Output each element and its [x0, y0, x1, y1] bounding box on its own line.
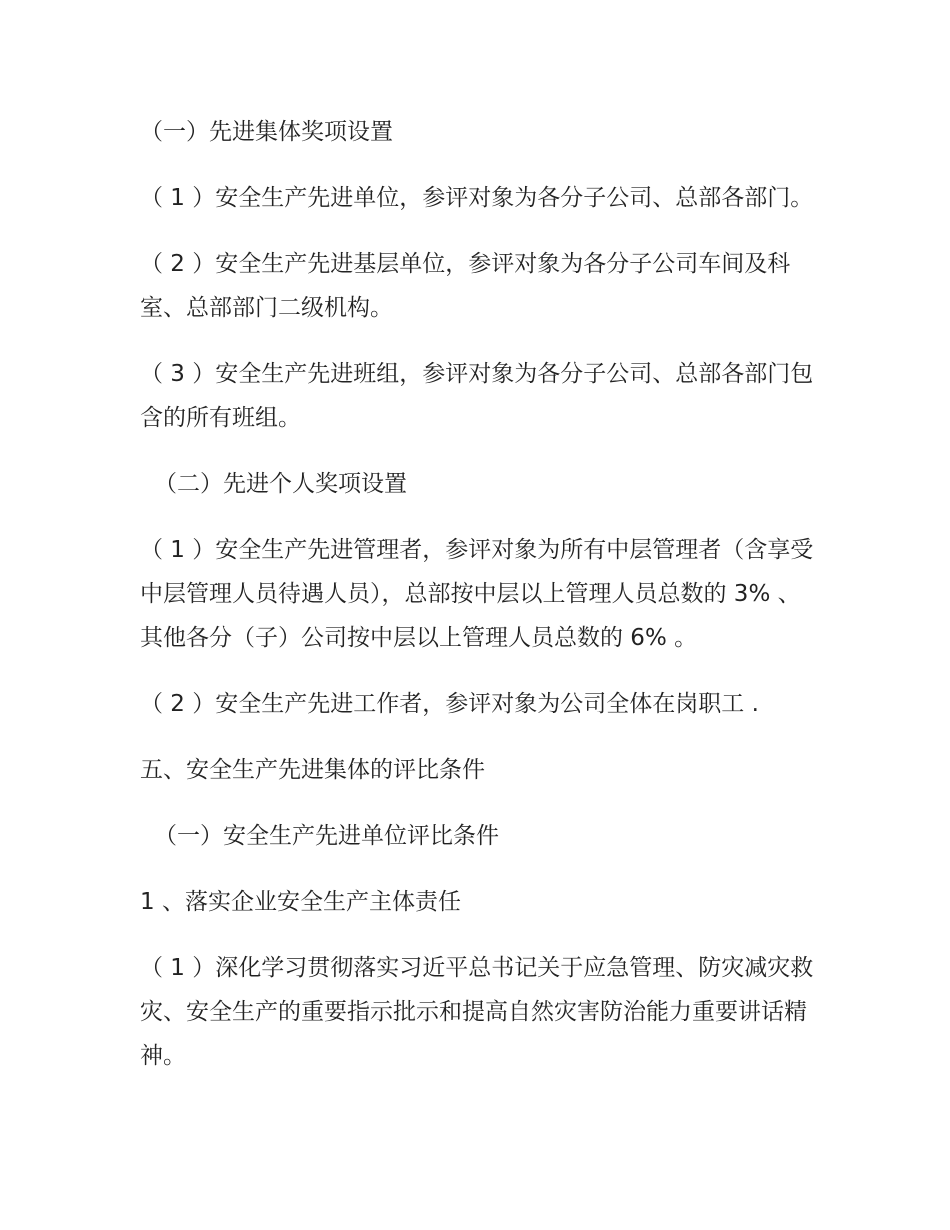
section-heading-unit-criteria: （一）安全生产先进单位评比条件 [154, 823, 499, 849]
paragraph-advanced-worker: （ 2 ）安全生产先进工作者，参评对象为公司全体在岗职工 . [140, 691, 759, 717]
paragraph-advanced-unit: （ 1 ）安全生产先进单位，参评对象为各分子公司、总部各部门。 [140, 185, 814, 211]
paragraph-advanced-team: （ 3 ）安全生产先进班组，参评对象为各分子公司、总部各部门包含的所有班组。 [140, 361, 814, 431]
chapter-heading-collective-criteria: 五、安全生产先进集体的评比条件 [140, 757, 485, 783]
paragraph-study-implementation: （ 1 ）深化学习贯彻落实习近平总书记关于应急管理、防灾减灾救灾、安全生产的重要指示批示和提高自然灾害防治能力重要讲话精神。 [140, 955, 814, 1069]
paragraph-advanced-grassroots-unit: （ 2 ）安全生产先进基层单位，参评对象为各分子公司车间及科室、总部部门二级机构。 [140, 251, 791, 321]
document-body [140, 110, 820, 1100]
section-heading-individual-awards: （二）先进个人奖项设置 [154, 471, 407, 497]
paragraph-advanced-manager: （ 1 ）安全生产先进管理者，参评对象为所有中层管理者（含享受中层管理人员待遇人员），总部按中层以上管理人员总数的 3% 、其他各分（子）公司按中层以上管理人员总数的 6% 。 [140, 537, 814, 651]
subheading-responsibility: 1 、落实企业安全生产主体责任 [140, 889, 461, 915]
section-heading-collective-awards: （一）先进集体奖项设置 [140, 119, 393, 145]
